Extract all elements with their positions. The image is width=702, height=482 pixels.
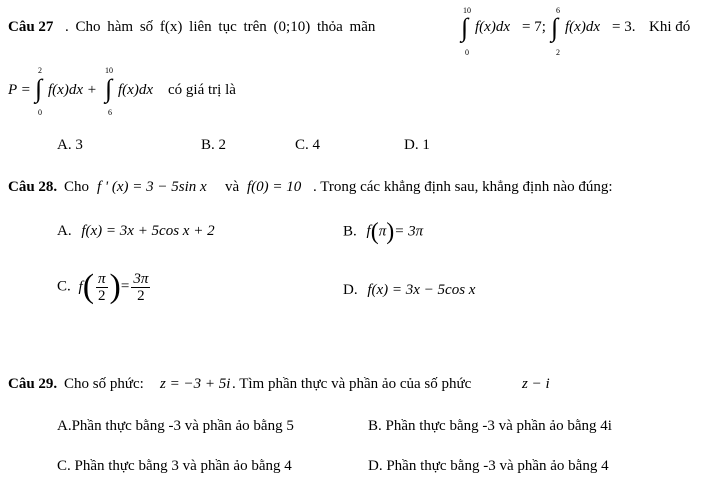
integral-body: f(x)dx: [475, 19, 510, 35]
initial-condition: f(0) = 10: [247, 179, 302, 195]
q27-option-b[interactable]: B. 2: [201, 137, 227, 153]
integral-lower-limit: 2: [556, 48, 560, 57]
q27-option-c[interactable]: C. 4: [295, 137, 321, 153]
left-paren-icon: (: [370, 219, 379, 245]
option-formula: f(x) = 3x + 5cos x + 2: [81, 223, 215, 239]
option-func: f: [78, 278, 83, 295]
integral-upper-limit: 6: [556, 6, 560, 15]
question-29-text2: . Tìm phần thực và phần ảo của số phức: [232, 376, 472, 392]
option-key: B.: [343, 223, 357, 240]
p-label: P =: [8, 82, 31, 98]
integral-lower-limit: 6: [108, 108, 112, 117]
q28-option-b[interactable]: [343, 215, 423, 249]
question-28-text1: Cho: [64, 179, 90, 195]
q28-option-d[interactable]: [343, 282, 475, 299]
integral-lower-limit: 0: [465, 48, 469, 57]
integral-sign-icon: ∫: [105, 74, 113, 103]
option-func: f: [366, 223, 371, 240]
fraction: $\frac{3\pi}{2}$: [133, 270, 149, 304]
option-formula: f(x) = 3x − 5cos x: [367, 282, 476, 298]
q28-option-a[interactable]: [57, 223, 215, 240]
q27-option-a[interactable]: A. 3: [57, 137, 83, 153]
integral-body: f(x)dx +: [48, 82, 97, 98]
fraction: $\frac{\pi}{2}$: [98, 270, 106, 304]
question-28-text2: và: [225, 179, 240, 195]
paren-arg: π: [378, 223, 387, 240]
equals-sign: =: [120, 278, 130, 295]
q29-option-c[interactable]: C. Phần thực bằng 3 và phần ảo bằng 4: [57, 458, 292, 474]
complex-expr: z − i: [522, 376, 550, 392]
complex-number: z = −3 + 5i: [160, 376, 231, 392]
option-key: D.: [343, 282, 358, 298]
left-paren-icon: (: [82, 268, 95, 305]
question-28-text3: . Trong các khẳng định sau, khẳng định nào đúng:: [313, 179, 613, 195]
q29-option-a[interactable]: A.Phần thực bằng -3 và phần ảo bằng 5: [57, 418, 294, 434]
integral-rhs: = 7;: [522, 19, 546, 35]
integral-lower-limit: 0: [38, 108, 42, 117]
integral-upper-limit: 10: [105, 66, 113, 75]
question-29-text1: Cho số phức:: [64, 376, 144, 392]
option-key: C.: [57, 278, 71, 295]
option-key: A.: [57, 223, 72, 239]
q28-option-c[interactable]: [57, 270, 152, 304]
question-28-label: Câu 28.: [8, 179, 58, 195]
question-27-suffix: Khi đó: [649, 19, 691, 35]
p-tail: có giá trị là: [168, 82, 236, 98]
q29-option-b[interactable]: B. Phần thực bằng -3 và phần ảo bằng 4i: [368, 418, 612, 434]
right-paren-icon: ): [386, 219, 395, 245]
integral-rhs: = 3.: [612, 19, 636, 35]
q29-option-d[interactable]: D. Phần thực bằng -3 và phần ảo bằng 4: [368, 458, 609, 474]
integral-sign-icon: ∫: [35, 74, 43, 103]
integral-sign-icon: ∫: [551, 13, 559, 42]
integral-upper-limit: 2: [38, 66, 42, 75]
derivative-formula: f ' (x) = 3 − 5sin x: [97, 179, 207, 195]
right-paren-icon: ): [109, 268, 121, 305]
question-27-text: . Cho hàm số f(x) liên tục trên (0;10) thỏa mãn: [65, 19, 376, 35]
integral-upper-limit: 10: [463, 6, 471, 15]
integral-body: f(x)dx: [118, 82, 153, 98]
q27-option-d[interactable]: D. 1: [404, 137, 430, 153]
integral-sign-icon: ∫: [461, 13, 469, 42]
option-rhs: = 3π: [394, 223, 424, 240]
integral-body: f(x)dx: [565, 19, 600, 35]
question-27-label: Câu 27: [8, 19, 54, 35]
question-29-label: Câu 29.: [8, 376, 58, 392]
